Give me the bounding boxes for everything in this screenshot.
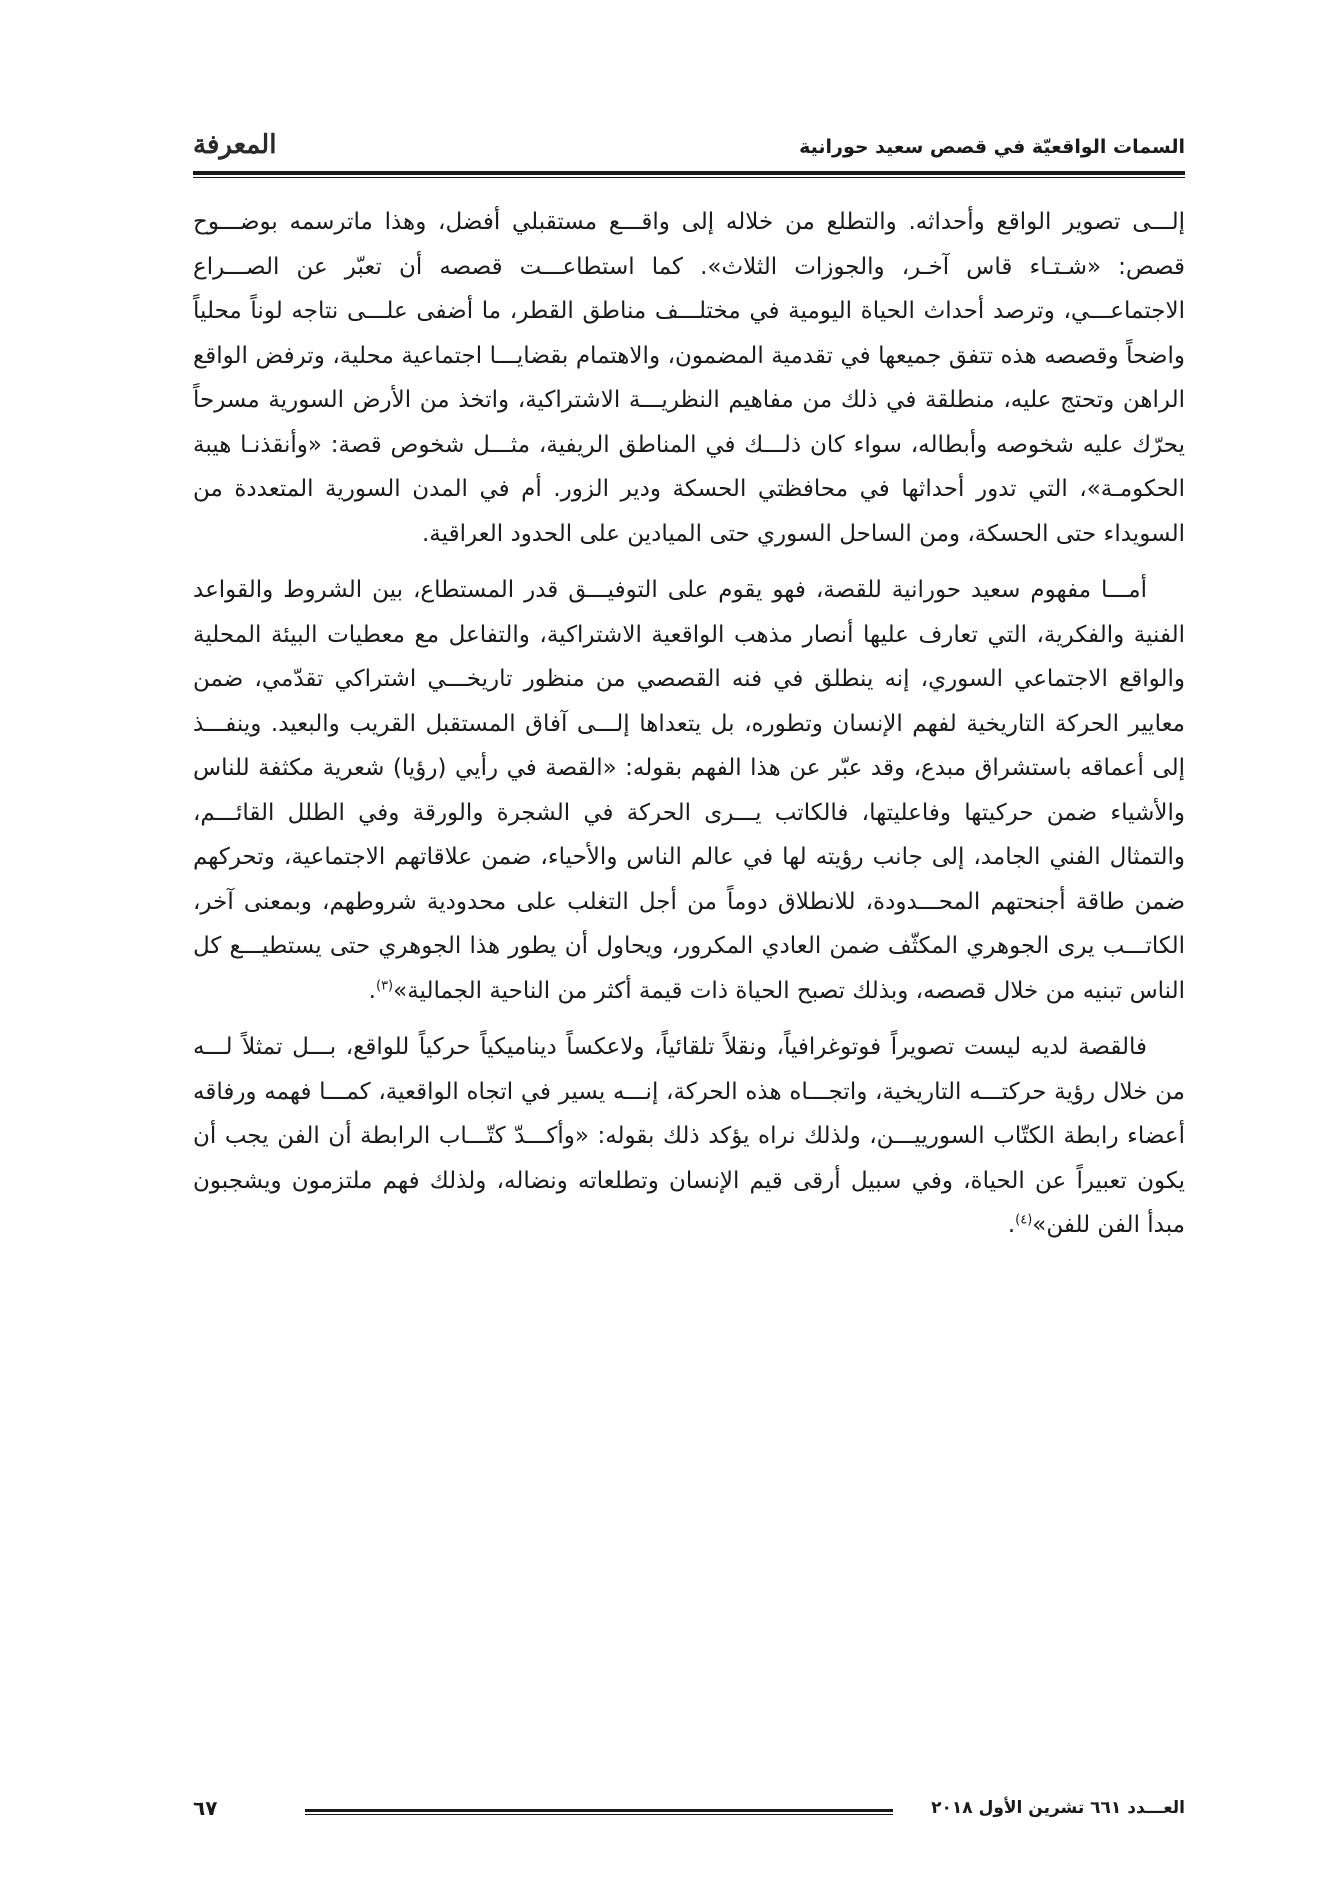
footer-rule-thick [305,1809,893,1812]
header-rule [193,171,1185,175]
footnote-ref-3: (٣) [375,977,394,993]
paragraph-2: أمـــا مفهوم سعيد حورانية للقصة، فهو يقوم على التوفيـــق قدر المستطاع، بين الشروط والقواعد الفنية والفكرية، التي تعارف عليها أنصار مذهب الواقعية الاشتراكية، والتفاعل مع معطيات البيئة المحلية والواقع الاجتماعي السوري، إنه ينطلق في فنه القصصي من منظور تاريخـــي اشتراكي تقدّمي، ضمن معايير الحركة التاريخية لفهم الإنسان وتطوره، بل يتعداها إلـــى آفاق المستقبل القريب والبعيد. وينفـــذ إلى أعماقه باستشراق مبدع، وقد عبّر عن هذا الفهم بقوله: «القصة في رأيي (رؤيا) شعرية مكثفة للناس والأشياء ضمن حركيتها وفاعليتها، فالكاتب يـــرى الحركة في الشجرة والورقة وفي الطلل القائـــم، والتمثال الفني الجامد، إلى جانب رؤيته لها في عالم الناس والأحياء، ضمن علاقاتهم الاجتماعية، وتحركهم ضمن طاقة أجنحتهم المحـــدودة، للانطلاق دوماً من أجل التغلب على محدودية شروطهم، وبمعنى آخر، الكاتـــب يرى الجوهري المكثّف ضمن العادي المكرور، ويحاول أن يطور هذا الجوهري حتى يستطيـــع كل الناس تبنيه من خلال قصصه، وبذلك تصبح الحياة ذات قيمة أكثر من الناحية الجمالية»$^{(٣)}$. [193,577,1185,1004]
magazine-logo: المعرفة [193,130,277,160]
footer-rule-thin [305,1814,893,1815]
paragraph-3-text: فالقصة لديه ليست تصويراً فوتوغرافياً، ونقلاً تلقائياً، ولاعكساً ديناميكياً حركياً للواقع، بـــل تمثلاً لـــه من خلال رؤية حركتـــه التاريخية، واتجـــاه هذه الحركة، إنـــه يسير في اتجاه الواقعية، كمـــا فهمه ورفاقه أعضاء رابطة الكتّاب السورييـــن، ولذلك نراه يؤكد ذلك بقوله: «وأكـــدّ كتّـــاب الرابطة أن الفن يجب أن يكون تعبيراً عن الحياة، وفي سبيل أرقى قيم الإنسان وتطلعاته ونضاله، ولذلك فهم ملتزمون ويشجبون مبدأ الفن للفن» [193,1034,1185,1238]
paragraph-1-text: إلـــى تصوير الواقع وأحداثه. والتطلع من خلاله إلى واقـــع مستقبلي أفضل، وهذا ماترسمه بوضـــوح قصص: «شـتـاء قاس آخـر، والجوزات الثلاث». كما استطاعـــت قصصه أن تعبّر عن الصـــراع الاجتماعـــي، وترصد أحداث الحياة اليومية في مختلـــف مناطق القطر، ما أضفى علـــى نتاجه لوناً محلياً واضحاً وقصصه هذه تتفق جميعها في تقدمية المضمون، والاهتمام بقضايـــا اجتماعية محلية، وترفض الواقع الراهن وتحتج عليه، منطلقة في ذلك من مفاهيم النظريـــة الاشتراكية، واتخذ من الأرض السورية مسرحاً يحرّك عليه شخوصه وأبطاله، سواء كان ذلـــك في المناطق الريفية، مثـــل شخوص قصة: «وأنقذنـا هيبة الحكومـة»، التي تدور أحداثها في محافظتي الحسكة ودير الزور. أم في المدن السورية المتعددة من السويداء حتى الحسكة، ومن الساحل السوري حتى الميادين على الحدود العراقية. [193,209,1185,547]
paragraph-3: فالقصة لديه ليست تصويراً فوتوغرافياً، ونقلاً تلقائياً، ولاعكساً ديناميكياً حركياً للواقع، بـــل تمثلاً لـــه من خلال رؤية حركتـــه التاريخية، واتجـــاه هذه الحركة، إنـــه يسير في اتجاه الواقعية، كمـــا فهمه ورفاقه أعضاء رابطة الكتّاب السورييـــن، ولذلك نراه يؤكد ذلك بقوله: «وأكـــدّ كتّـــاب الرابطة أن الفن يجب أن يكون تعبيراً عن الحياة، وفي سبيل أرقى قيم الإنسان وتطلعاته ونضاله، ولذلك فهم ملتزمون ويشجبون مبدأ الفن للفن»$^{(٤)}$. [193,1034,1185,1238]
footer-rule [305,1809,893,1816]
header-title: السمات الواقعيّة في قصص سعيد حورانية [799,136,1185,158]
header-rule-thin [193,177,1185,178]
page-footer [193,1796,1185,1826]
footnote-ref-4: (٤) [1015,1212,1033,1228]
page-number: ٦٧ [193,1796,218,1820]
paragraph-1 [193,200,1185,556]
issue-info: العـــدد ٦٦١ تشرين الأول ٢٠١٨ [931,1798,1185,1818]
paragraph-2-text: أمـــا مفهوم سعيد حورانية للقصة، فهو يقوم على التوفيـــق قدر المستطاع، بين الشروط والقواعد الفنية والفكرية، التي تعارف عليها أنصار مذهب الواقعية الاشتراكية، والتفاعل مع معطيات البيئة المحلية والواقع الاجتماعي السوري، إنه ينطلق في فنه القصصي من منظور تاريخـــي اشتراكي تقدّمي، ضمن معايير الحركة التاريخية لفهم الإنسان وتطوره، بل يتعداها إلـــى آفاق المستقبل القريب والبعيد. وينفـــذ إلى أعماقه باستشراق مبدع، وقد عبّر عن هذا الفهم بقوله: «القصة في رأيي (رؤيا) شعرية مكثفة للناس والأشياء ضمن حركيتها وفاعليتها، فالكاتب يـــرى الحركة في الشجرة والورقة وفي الطلل القائـــم، والتمثال الفني الجامد، إلى جانب رؤيته لها في عالم الناس والأحياء، ضمن علاقاتهم الاجتماعية، وتحركهم ضمن طاقة أجنحتهم المحـــدودة، للانطلاق دوماً من أجل التغلب على محدودية شروطهم، وبمعنى آخر، الكاتـــب يرى الجوهري المكثّف ضمن العادي المكرور، ويحاول أن يطور هذا الجوهري حتى يستطيـــع كل الناس تبنيه من خلال قصصه، وبذلك تصبح الحياة ذات قيمة أكثر من الناحية الجمالية» [193,577,1185,1004]
article-body [193,200,1185,1248]
running-header [193,128,1185,168]
